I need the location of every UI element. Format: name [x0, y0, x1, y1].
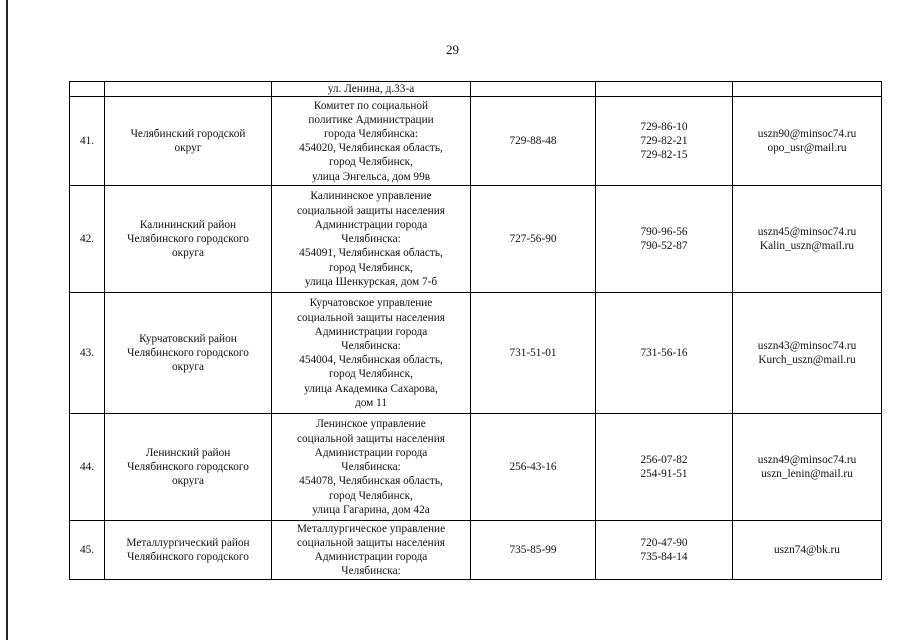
- table-row: [70, 414, 882, 521]
- organization-line: Администрации города: [314, 551, 428, 564]
- table-row: [70, 186, 882, 293]
- fax-number: 790-52-87: [640, 240, 688, 253]
- organization-line: Курчатовское управление: [309, 297, 433, 310]
- organization-line: социальной защиты населения: [297, 432, 445, 445]
- cell-phone: [471, 293, 596, 414]
- organization-line: Администрации города: [314, 218, 428, 231]
- organization-line: Администрации города: [314, 325, 428, 338]
- district-line: Ленинский район: [145, 446, 231, 459]
- organization-line: город Челябинск,: [329, 261, 413, 274]
- cell-organization: [272, 186, 471, 293]
- cell-email: [733, 521, 882, 580]
- organization-line: город Челябинск,: [329, 489, 413, 502]
- district-line: округа: [172, 475, 204, 488]
- email-address: Kalin_uszn@mail.ru: [759, 240, 855, 253]
- table-row: [70, 293, 882, 414]
- cell-email: [733, 293, 882, 414]
- cell-organization: [272, 521, 471, 580]
- cell-fax: [596, 82, 733, 97]
- cell-organization: [272, 97, 471, 186]
- organization-line: Комитет по социальной: [313, 99, 429, 112]
- organization-line: город Челябинск,: [329, 156, 413, 169]
- row-number: 42.: [79, 233, 95, 246]
- district-line: Челябинский городской: [130, 128, 246, 140]
- district-line: Челябинского городского: [127, 551, 249, 564]
- district-line: Челябинского городского: [127, 461, 249, 474]
- cell-organization: [272, 82, 471, 97]
- cell-email: [733, 82, 882, 97]
- cell-district: [105, 521, 272, 580]
- organization-line: политике Администрации: [308, 113, 434, 126]
- cell-fax: [596, 414, 733, 521]
- organization-line: Челябинска:: [341, 340, 401, 352]
- phone-number: 731-51-01: [509, 347, 557, 360]
- phone-number: 727-56-90: [509, 233, 557, 246]
- organization-line: социальной защиты населения: [297, 204, 445, 217]
- cell-number: [70, 97, 105, 186]
- cell-email: [733, 414, 882, 521]
- organization-line: Металлургическое управление: [296, 522, 446, 535]
- cell-phone: [471, 82, 596, 97]
- email-address: Kurch_uszn@mail.ru: [758, 354, 856, 367]
- organization-line: 454078, Челябинская область,: [299, 475, 443, 488]
- phone-number: 735-85-99: [509, 544, 557, 557]
- cell-number: [70, 82, 105, 97]
- cell-district: [105, 186, 272, 293]
- email-address: uszn90@minsoc74.ru: [757, 128, 857, 140]
- organization-line: Администрации города: [314, 446, 428, 459]
- organization-line: социальной защиты населения: [297, 311, 445, 324]
- fax-number: 729-82-15: [640, 149, 688, 162]
- cell-fax: [596, 521, 733, 580]
- organization-line: дом 11: [354, 396, 388, 409]
- fax-number: 729-82-21: [640, 135, 688, 148]
- cell-phone: [471, 186, 596, 293]
- cell-number: [70, 521, 105, 580]
- organization-line: Челябинска:: [341, 565, 401, 578]
- district-line: Челябинского городского: [127, 233, 249, 246]
- page-edge-rule: [6, 0, 8, 640]
- cell-phone: [471, 414, 596, 521]
- table-body: [70, 82, 882, 580]
- fax-number: 729-86-10: [640, 120, 688, 133]
- fax-number: 735-84-14: [640, 551, 688, 564]
- organization-line: улица Гагарина, дом 42а: [312, 503, 430, 516]
- cell-district: [105, 293, 272, 414]
- table-row: [70, 97, 882, 186]
- district-line: округа: [172, 361, 204, 374]
- organization-line: Ленинское управление: [316, 418, 426, 431]
- organization-line: социальной защиты населения: [297, 537, 445, 549]
- fax-number: 256-07-82: [640, 454, 688, 466]
- organization-line: Калининское управление: [310, 190, 432, 203]
- organization-line: 454004, Челябинская область,: [299, 354, 443, 367]
- district-line: Челябинского городского: [127, 347, 249, 360]
- cell-district: [105, 97, 272, 186]
- cell-organization: [272, 293, 471, 414]
- organization-line: город Челябинск,: [329, 368, 413, 381]
- organization-address-line: ул. Ленина, д.33-а: [327, 83, 415, 95]
- cell-phone: [471, 521, 596, 580]
- cell-fax: [596, 97, 733, 186]
- email-address: uszn74@bk.ru: [774, 544, 840, 557]
- email-address: uszn43@minsoc74.ru: [757, 340, 857, 352]
- email-address: uszn49@minsoc74.ru: [757, 454, 857, 466]
- email-address: opo_usr@mail.ru: [767, 142, 847, 155]
- row-number: 45.: [79, 544, 95, 557]
- fax-number: 720-47-90: [640, 537, 688, 549]
- district-line: Калининский район: [139, 218, 237, 231]
- cell-number: [70, 293, 105, 414]
- email-address: uszn45@minsoc74.ru: [757, 226, 857, 238]
- table-row: [70, 521, 882, 580]
- fax-number: 790-96-56: [640, 226, 688, 238]
- row-number: 41.: [79, 135, 95, 148]
- district-line: округ: [174, 142, 202, 155]
- page-number: 29: [446, 42, 459, 57]
- fax-number: 731-56-16: [640, 347, 688, 360]
- organization-line: города Челябинска:: [323, 128, 419, 140]
- cell-fax: [596, 293, 733, 414]
- organization-line: улица Академика Сахарова,: [304, 382, 438, 395]
- cell-organization: [272, 414, 471, 521]
- fax-number: 254-91-51: [640, 468, 688, 481]
- cell-email: [733, 97, 882, 186]
- cell-phone: [471, 97, 596, 186]
- organization-line: 454091, Челябинская область,: [299, 247, 443, 260]
- organization-line: Челябинска:: [341, 233, 401, 246]
- row-number: 43.: [79, 347, 95, 360]
- cell-number: [70, 186, 105, 293]
- email-address: uszn_lenin@mail.ru: [761, 468, 853, 481]
- organization-line: Челябинска:: [341, 461, 401, 474]
- cell-district: [105, 82, 272, 97]
- phone-number: 729-88-48: [509, 135, 557, 148]
- organization-line: 454020, Челябинская область,: [299, 142, 443, 155]
- cell-email: [733, 186, 882, 293]
- district-line: округа: [172, 247, 204, 260]
- cell-district: [105, 414, 272, 521]
- table-row-continuation: [70, 82, 882, 97]
- phone-number: 256-43-16: [509, 461, 557, 474]
- district-line: Металлургический район: [126, 537, 250, 549]
- organization-line: улица Энгельса, дом 99в: [311, 170, 431, 183]
- organization-line: улица Шенкурская, дом 7-б: [304, 275, 438, 288]
- social-protection-directory-table: [69, 81, 882, 580]
- district-line: Курчатовский район: [139, 332, 237, 345]
- cell-number: [70, 414, 105, 521]
- cell-fax: [596, 186, 733, 293]
- row-number: 44.: [79, 461, 95, 474]
